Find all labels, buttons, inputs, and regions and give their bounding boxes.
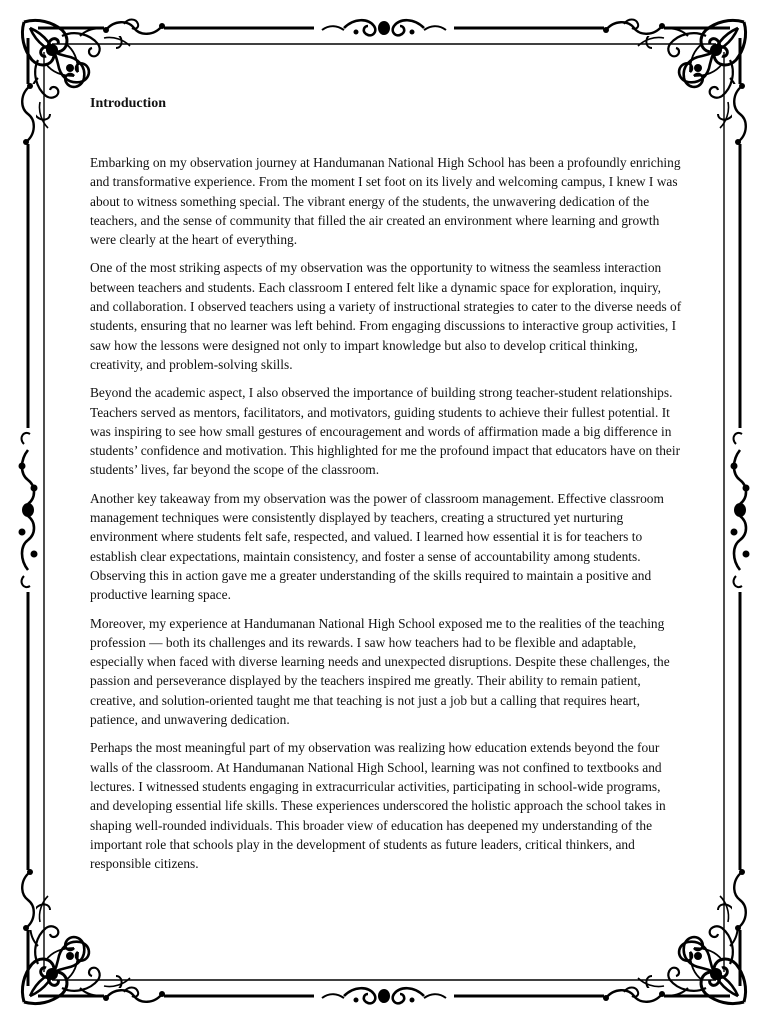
corner-ornament-bottom-left	[22, 896, 130, 1004]
paragraph-6: Perhaps the most meaningful part of my observation was realizing how education extends beyond the four walls of the classroom. At Handumanan National High School, learning was not confined to textbooks and lectures. I witnessed students engaging in extracurricular activities, participating in school-wide programs, and developing essential life skills. These experiences underscored the holistic approach the school takes in shaping well-rounded individuals. This broader view of education has deepened my understanding of the important role that schools play in the development of students as future leaders, critical thinkers, and responsible citizens.	[90, 740, 666, 872]
paragraph-2: One of the most striking aspects of my observation was the opportunity to witness the seamless interaction between teachers and students. Each classroom I entered felt like a dynamic space for exploration, inquiry, and collaboration. I observed teachers using a variety of instructional strategies to cater to the diverse needs of students, ensuring that no learner was left behind. From engaging discussions to interactive group activities, I saw how the lessons were designed not only to impart knowledge but also to develop critical thinking, creativity, and problem-solving skills.	[90, 260, 682, 372]
paragraph-5: Moreover, my experience at Handumanan National High School exposed me to the realities of the teaching profession — both its challenges and its rewards. I saw how teachers had to be flexible and adaptable, especially when faced with diverse learning needs and unexpected disruptions. Despite these challenges, the passion and perseverance displayed by the teachers inspired me greatly. Their ability to remain patient, creative, and solution-oriented taught me that teaching is not just a job but a calling that requires heart, patience, and unwavering dedication.	[90, 615, 670, 728]
document-body	[90, 94, 682, 882]
paragraph-4: Another key takeaway from my observation was the power of classroom management. Effective classroom management techniques were consistently displayed by teachers, creating a structured yet nurturing environment where students felt safe, respected, and valued. I learned how essential it is for teachers to establish clear expectations, maintain consistency, and foster a sense of accountability among students. Observing this in action gave me a greater understanding of the skills required to maintain a positive and productive learning space.	[90, 490, 664, 603]
paragraph-1: Embarking on my observation journey at Handumanan National High School has been a profoundly enriching and transformative experience. From the moment I set foot on its lively and welcoming campus, I knew I was about to witness something special. The vibrant energy of the students, the unwavering dedication of the teachers, and the sense of community that filled the air created an environment where learning and growth were clearly at the heart of everything.	[90, 155, 681, 248]
corner-ornament-bottom-right	[638, 896, 746, 1004]
right-center-ornament	[730, 428, 750, 592]
section-heading: Introduction	[90, 96, 166, 111]
top-center-ornament	[314, 18, 454, 40]
paragraph-3: Beyond the academic aspect, I also observed the importance of building strong teacher-student relationships. Teachers served as mentors, facilitators, and motivators, guiding students to achieve their fullest potential. It was inspiring to see how small gestures of encouragement and words of affirmation made a big difference in students’ confidence and motivation. This highlighted for me the profound impact that educators have on their students’ lives, far beyond the scope of the classroom.	[90, 385, 681, 478]
bottom-center-ornament	[314, 986, 454, 1008]
left-center-ornament	[18, 428, 38, 592]
